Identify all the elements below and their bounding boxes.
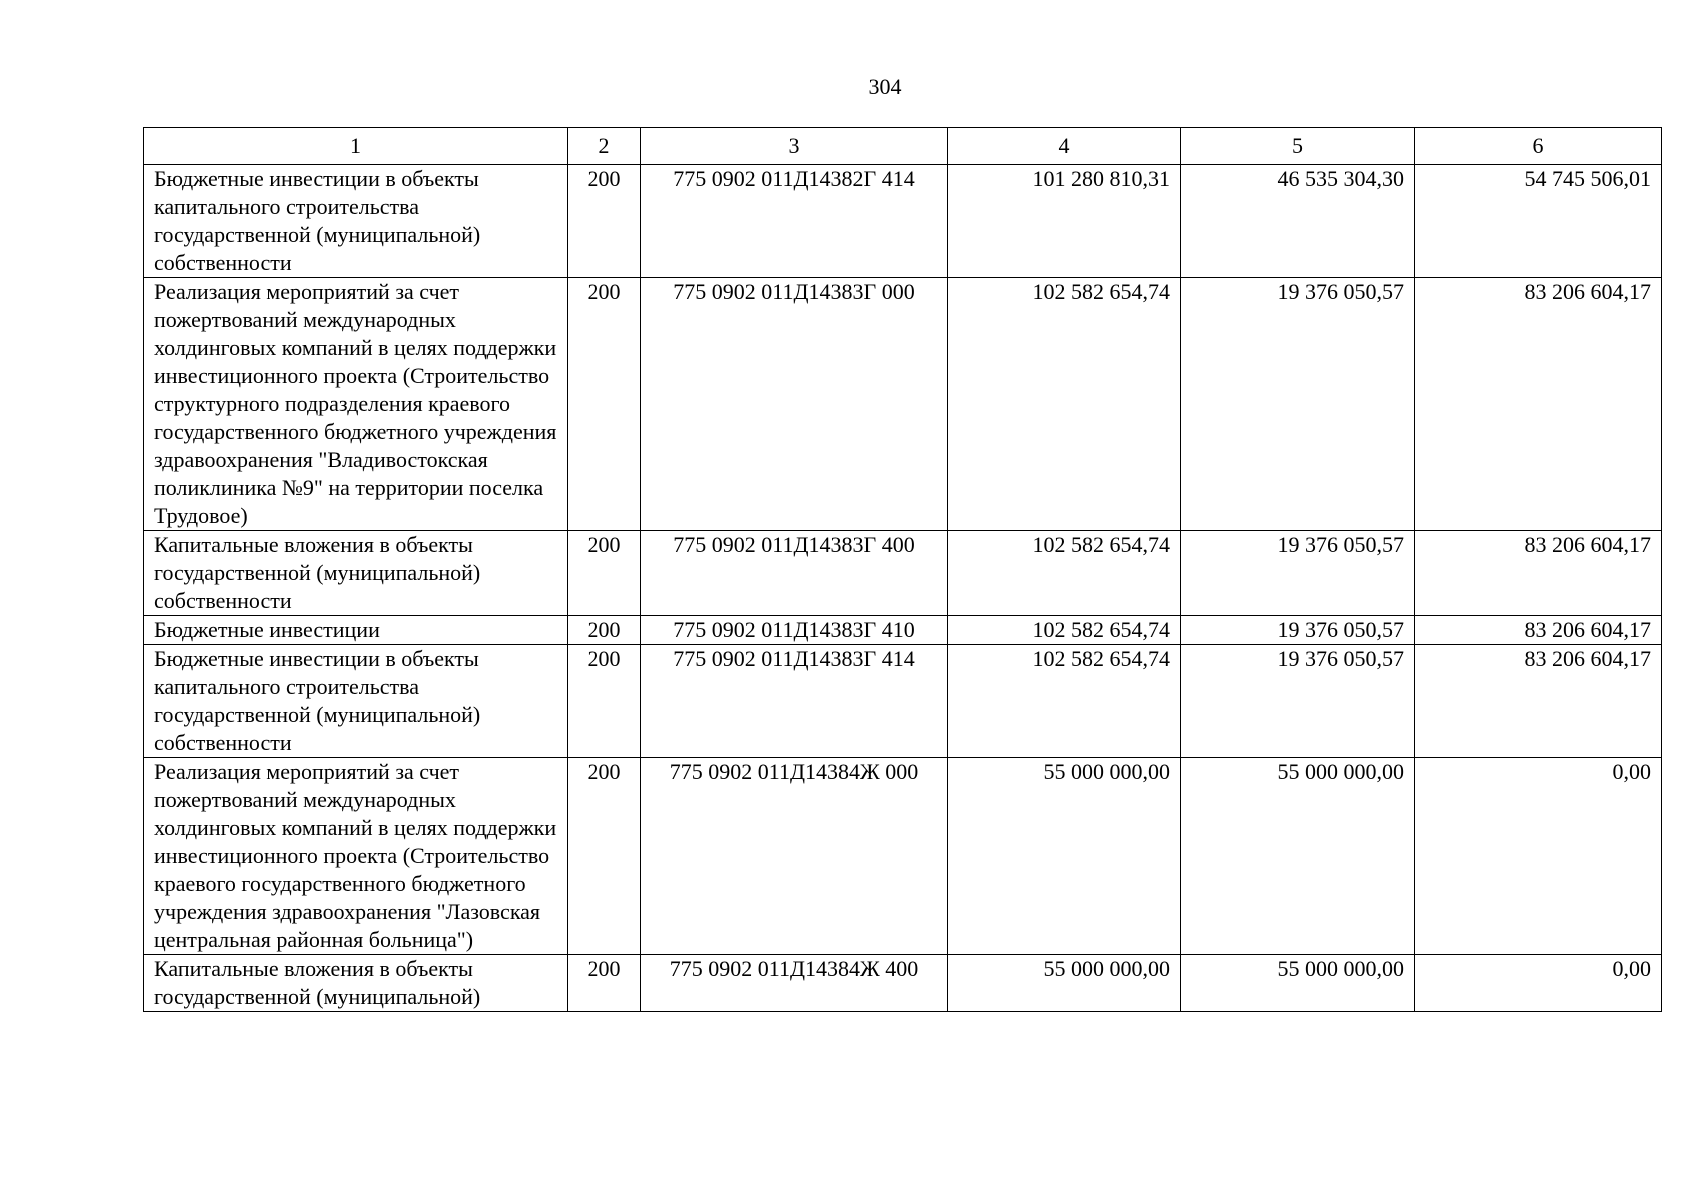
table-row <box>144 616 1662 645</box>
row-amount-col6: 83 206 604,17 <box>1415 531 1662 616</box>
row-code: 200 <box>568 645 641 758</box>
row-amount-col4: 102 582 654,74 <box>948 645 1181 758</box>
row-classification: 775 0902 011Д14384Ж 000 <box>641 758 948 955</box>
row-amount-col6: 83 206 604,17 <box>1415 278 1662 531</box>
row-amount-col6: 83 206 604,17 <box>1415 616 1662 645</box>
table-header-row <box>144 128 1662 165</box>
row-classification: 775 0902 011Д14382Г 414 <box>641 165 948 278</box>
row-name: Капитальные вложения в объекты государственной (муниципальной) собственности <box>144 531 568 616</box>
row-classification: 775 0902 011Д14384Ж 400 <box>641 955 948 1012</box>
budget-table <box>143 127 1662 1012</box>
row-amount-col4: 102 582 654,74 <box>948 616 1181 645</box>
row-amount-col6: 0,00 <box>1415 758 1662 955</box>
table-row <box>144 955 1662 1012</box>
row-name: Капитальные вложения в объекты государственной (муниципальной) <box>144 955 568 1012</box>
row-name: Бюджетные инвестиции <box>144 616 568 645</box>
row-amount-col4: 101 280 810,31 <box>948 165 1181 278</box>
row-classification: 775 0902 011Д14383Г 410 <box>641 616 948 645</box>
row-code: 200 <box>568 955 641 1012</box>
row-amount-col4: 102 582 654,74 <box>948 278 1181 531</box>
row-amount-col5: 55 000 000,00 <box>1181 955 1415 1012</box>
column-header-3: 3 <box>641 128 948 165</box>
row-name: Бюджетные инвестиции в объекты капитального строительства государственной (муниципальной) собственности <box>144 165 568 278</box>
table-row <box>144 758 1662 955</box>
row-amount-col5: 19 376 050,57 <box>1181 531 1415 616</box>
row-amount-col4: 55 000 000,00 <box>948 955 1181 1012</box>
row-code: 200 <box>568 531 641 616</box>
row-amount-col5: 55 000 000,00 <box>1181 758 1415 955</box>
row-amount-col4: 102 582 654,74 <box>948 531 1181 616</box>
row-amount-col5: 19 376 050,57 <box>1181 278 1415 531</box>
column-header-5: 5 <box>1181 128 1415 165</box>
row-name: Бюджетные инвестиции в объекты капитального строительства государственной (муниципальной) собственности <box>144 645 568 758</box>
row-classification: 775 0902 011Д14383Г 400 <box>641 531 948 616</box>
row-code: 200 <box>568 278 641 531</box>
page-number: 304 <box>868 74 902 99</box>
column-header-4: 4 <box>948 128 1181 165</box>
table-row <box>144 278 1662 531</box>
table-row <box>144 645 1662 758</box>
row-code: 200 <box>568 165 641 278</box>
column-header-6: 6 <box>1415 128 1662 165</box>
row-classification: 775 0902 011Д14383Г 000 <box>641 278 948 531</box>
row-name: Реализация мероприятий за счет пожертвований международных холдинговых компаний в целях поддержки инвестиционного проекта (Строительство структурного подразделения краевого государственного бюджетного учреждения здравоохранения "Владивостокская поликлиника №9" на территории поселка Трудовое) <box>144 278 568 531</box>
row-amount-col6: 83 206 604,17 <box>1415 645 1662 758</box>
row-amount-col5: 46 535 304,30 <box>1181 165 1415 278</box>
row-name: Реализация мероприятий за счет пожертвований международных холдинговых компаний в целях поддержки инвестиционного проекта (Строительство краевого государственного бюджетного учреждения здравоохранения "Лазовская центральная районная больница") <box>144 758 568 955</box>
table-row <box>144 531 1662 616</box>
row-amount-col6: 54 745 506,01 <box>1415 165 1662 278</box>
column-header-2: 2 <box>568 128 641 165</box>
table-row <box>144 165 1662 278</box>
row-amount-col5: 19 376 050,57 <box>1181 616 1415 645</box>
row-amount-col6: 0,00 <box>1415 955 1662 1012</box>
row-amount-col4: 55 000 000,00 <box>948 758 1181 955</box>
row-amount-col5: 19 376 050,57 <box>1181 645 1415 758</box>
row-classification: 775 0902 011Д14383Г 414 <box>641 645 948 758</box>
column-header-1: 1 <box>144 128 568 165</box>
row-code: 200 <box>568 616 641 645</box>
row-code: 200 <box>568 758 641 955</box>
